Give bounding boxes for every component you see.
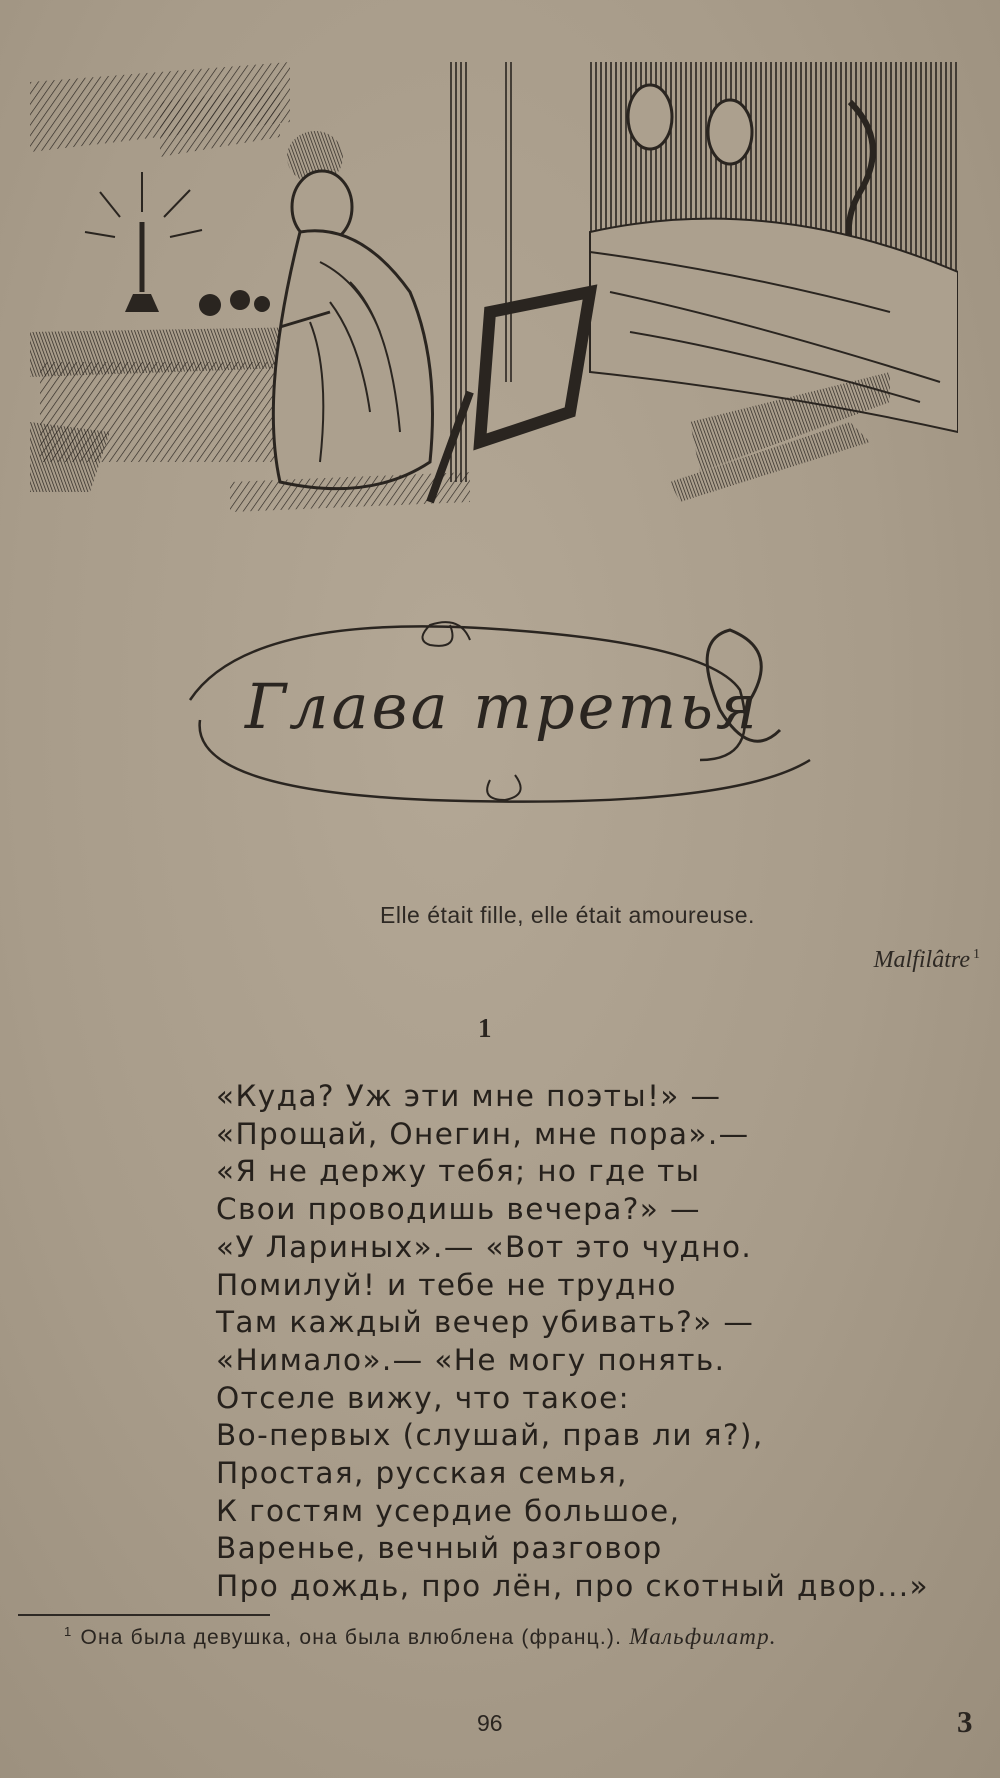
poem-line: Отселе вижу, что такое:: [216, 1380, 630, 1415]
poem-line: Свои проводишь вечера?» —: [216, 1192, 701, 1227]
poem-line: «Нимало».— «Не могу понять.: [216, 1342, 726, 1377]
poem-line: Помилуй! и тебе не трудно: [216, 1267, 677, 1302]
poem-line: «Куда? Уж эти мне поэты!» —: [216, 1079, 722, 1113]
poem-line: «Я не держу тебя; но где ты: [216, 1154, 701, 1189]
footnote-mark: 1: [64, 1624, 73, 1639]
chapter-illustration: [30, 62, 958, 527]
poem-line: Во-первых (слушай, прав ли я?),: [216, 1418, 764, 1453]
signature-mark: 3: [957, 1704, 973, 1739]
poem-line: Простая, русская семья,: [216, 1456, 628, 1491]
chapter-title-text: Глава третья: [245, 670, 761, 743]
poem-line: Варенье, вечный разговор: [216, 1531, 663, 1566]
epigraph-author-name: Malfilâtre: [873, 947, 970, 973]
chapter-title-decorative: [150, 610, 830, 810]
page-number: 96: [477, 1710, 503, 1736]
footnote-divider: [18, 1614, 270, 1616]
poem-stanza: [216, 1078, 976, 1606]
epigraph-author: [874, 947, 980, 974]
poem-line: «Прощай, Онегин, мне пора».—: [216, 1116, 750, 1151]
footnote-attribution: Мальфилатр.: [629, 1624, 777, 1649]
poem-line: «У Лариных».— «Вот это чудно.: [216, 1229, 753, 1264]
poem-line: К гостям усердие большое,: [216, 1493, 681, 1528]
poem-line: Там каждый вечер убивать?» —: [216, 1305, 755, 1340]
footnote-text: Она была девушка, она была влюблена (франц.).: [80, 1626, 623, 1649]
epigraph-text: Elle était fille, elle était amoureuse.: [380, 902, 755, 928]
footnote: [64, 1624, 994, 1650]
stanza-number: 1: [478, 1013, 492, 1043]
epigraph-footnote-mark: 1: [973, 947, 980, 962]
poem-line: Про дождь, про лён, про скотный двор...»: [216, 1569, 929, 1604]
